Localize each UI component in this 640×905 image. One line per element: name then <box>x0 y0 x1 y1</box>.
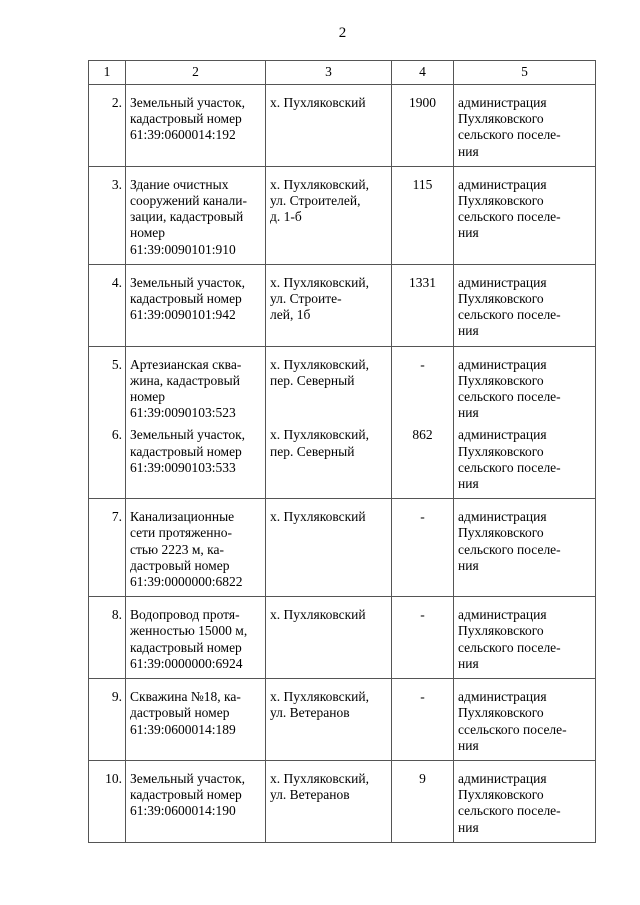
column-header: 1 <box>89 61 126 85</box>
holder-line: администрация <box>458 509 547 525</box>
object-name-line: 61:39:0600014:189 <box>130 721 236 737</box>
area-value: - <box>420 356 425 372</box>
holder-line: администрация <box>458 176 547 192</box>
holder-line: сельского поселе- <box>458 389 561 405</box>
area-cell <box>392 499 454 597</box>
object-name-line: зации, кадастровый <box>130 209 244 225</box>
object-name-line: Артезианская сква- <box>130 356 242 372</box>
area-cell <box>392 166 454 264</box>
object-name-line: 61:39:0090103:523 <box>130 405 236 421</box>
address-line: х. Пухляковский, <box>270 356 369 372</box>
address-cell <box>266 85 392 167</box>
address-line: х. Пухляковский <box>270 509 366 525</box>
holder-line: Пухляковского <box>458 525 544 541</box>
row-number-cell <box>89 597 126 679</box>
table-row <box>89 760 596 842</box>
address-line: х. Пухляковский, <box>270 274 369 290</box>
object-name-line: сети протяженно- <box>130 525 232 541</box>
address-line: д. 1-б <box>270 209 302 225</box>
address-cell <box>266 597 392 679</box>
area-cell <box>392 421 454 498</box>
area-value: 1331 <box>409 274 436 290</box>
table-row <box>89 264 596 346</box>
holder-line: ния <box>458 655 479 671</box>
address-line: ул. Строите- <box>270 291 342 307</box>
object-name-line: 61:39:0000000:6822 <box>130 574 243 590</box>
area-value: 1900 <box>409 95 436 110</box>
table-row <box>89 166 596 264</box>
holder-cell <box>454 264 596 346</box>
object-name-line: Земельный участок, <box>130 95 246 110</box>
object-name-line: женностью 15000 м, <box>130 623 248 639</box>
object-name-line: кадастровый номер <box>130 111 242 127</box>
address-cell <box>266 499 392 597</box>
row-number: 9. <box>111 689 122 705</box>
holder-line: администрация <box>458 689 547 705</box>
holder-cell <box>454 760 596 842</box>
object-name-line: Канализационные <box>130 509 235 525</box>
object-name-line: кадастровый номер <box>130 639 242 655</box>
row-number-cell <box>89 421 126 498</box>
address-line: х. Пухляковский, <box>270 770 369 786</box>
column-header: 3 <box>266 61 392 85</box>
holder-cell <box>454 679 596 761</box>
object-name-cell <box>126 264 266 346</box>
holder-line: Пухляковского <box>458 705 544 721</box>
holder-line: ссельского поселе- <box>458 721 567 737</box>
object-name-line: 61:39:0090103:533 <box>130 459 236 475</box>
area-cell <box>392 346 454 421</box>
row-number: 10. <box>105 770 122 786</box>
object-name-line: 61:39:0600014:192 <box>130 127 236 143</box>
table-row <box>89 85 596 167</box>
holder-line: ния <box>458 476 479 492</box>
row-number: 8. <box>111 607 122 623</box>
column-header: 4 <box>392 61 454 85</box>
holder-cell <box>454 597 596 679</box>
row-number: 3. <box>111 176 122 192</box>
row-number-cell <box>89 166 126 264</box>
object-name-line: стью 2223 м, ка- <box>130 541 225 557</box>
object-name-line: Земельный участок, <box>130 427 246 443</box>
address-line: лей, 1б <box>270 307 311 323</box>
object-name-line: сооружений канали- <box>130 193 247 209</box>
table-body <box>89 85 596 843</box>
address-line: ул. Ветеранов <box>270 787 350 803</box>
object-name-line: 61:39:0000000:6924 <box>130 655 243 671</box>
holder-line: сельского поселе- <box>458 541 561 557</box>
table-row <box>89 421 596 498</box>
holder-line: сельского поселе- <box>458 307 561 323</box>
address-cell <box>266 264 392 346</box>
row-number-cell <box>89 760 126 842</box>
object-name-line: дастровый номер <box>130 557 230 573</box>
address-cell <box>266 346 392 421</box>
holder-line: администрация <box>458 427 547 443</box>
area-cell <box>392 85 454 167</box>
object-name-line: Земельный участок, <box>130 274 246 290</box>
object-name-line: Здание очистных <box>130 176 229 192</box>
holder-cell <box>454 166 596 264</box>
area-value: 9 <box>419 770 426 786</box>
holder-cell <box>454 499 596 597</box>
holder-cell <box>454 421 596 498</box>
holder-line: ния <box>458 405 479 421</box>
address-line: х. Пухляковский, <box>270 689 369 705</box>
table-header-row <box>89 61 596 85</box>
object-name-line: номер <box>130 225 166 241</box>
area-cell <box>392 597 454 679</box>
row-number: 6. <box>111 427 122 443</box>
row-number-cell <box>89 85 126 167</box>
holder-cell <box>454 85 596 167</box>
object-name-cell <box>126 760 266 842</box>
holder-line: ния <box>458 737 479 753</box>
area-value: 862 <box>412 427 433 443</box>
address-line: ул. Строителей, <box>270 193 361 209</box>
table-row <box>89 499 596 597</box>
holder-line: сельского поселе- <box>458 803 561 819</box>
address-line: ул. Ветеранов <box>270 705 350 721</box>
address-cell <box>266 421 392 498</box>
holder-line: Пухляковского <box>458 291 544 307</box>
row-number-cell <box>89 679 126 761</box>
row-number-cell <box>89 499 126 597</box>
object-name-cell <box>126 421 266 498</box>
object-name-cell <box>126 85 266 167</box>
table-row <box>89 597 596 679</box>
address-line: пер. Северный <box>270 443 355 459</box>
area-value: 115 <box>412 176 433 192</box>
object-name-line: Водопровод протя- <box>130 607 240 623</box>
holder-line: ния <box>458 225 479 241</box>
address-line: х. Пухляковский <box>270 607 366 623</box>
row-number: 4. <box>111 274 122 290</box>
object-name-line: кадастровый номер <box>130 443 242 459</box>
holder-line: Пухляковского <box>458 193 544 209</box>
area-cell <box>392 264 454 346</box>
table-row <box>89 346 596 421</box>
column-header: 5 <box>454 61 596 85</box>
object-name-cell <box>126 679 266 761</box>
property-registry-table <box>88 60 596 843</box>
object-name-cell <box>126 166 266 264</box>
object-name-line: Земельный участок, <box>130 770 246 786</box>
address-line: х. Пухляковский, <box>270 176 369 192</box>
holder-line: администрация <box>458 356 547 372</box>
area-cell <box>392 760 454 842</box>
object-name-line: дастровый номер <box>130 705 230 721</box>
object-name-line: номер <box>130 389 166 405</box>
area-value: - <box>420 607 425 623</box>
holder-cell <box>454 346 596 421</box>
address-cell <box>266 679 392 761</box>
object-name-line: Скважина №18, ка- <box>130 689 241 705</box>
object-name-line: 61:39:0090101:942 <box>130 307 236 323</box>
holder-line: сельского поселе- <box>458 639 561 655</box>
holder-line: администрация <box>458 770 547 786</box>
area-cell <box>392 679 454 761</box>
object-name-cell <box>126 597 266 679</box>
object-name-cell <box>126 499 266 597</box>
area-value: - <box>420 689 425 705</box>
page-number: 2 <box>338 25 347 41</box>
holder-line: Пухляковского <box>458 111 544 127</box>
address-line: х. Пухляковский <box>270 95 366 110</box>
object-name-line: жина, кадастровый <box>130 372 240 388</box>
object-name-cell <box>126 346 266 421</box>
address-cell <box>266 760 392 842</box>
holder-line: ния <box>458 323 479 339</box>
address-cell <box>266 166 392 264</box>
holder-line: Пухляковского <box>458 623 544 639</box>
row-number-cell <box>89 264 126 346</box>
area-value: - <box>420 509 425 525</box>
holder-line: ния <box>458 819 479 835</box>
address-line: пер. Северный <box>270 372 355 388</box>
holder-line: сельского поселе- <box>458 459 561 475</box>
holder-line: Пухляковского <box>458 372 544 388</box>
object-name-line: кадастровый номер <box>130 291 242 307</box>
holder-line: ния <box>458 557 479 573</box>
holder-line: Пухляковского <box>458 443 544 459</box>
holder-line: администрация <box>458 95 547 110</box>
holder-line: администрация <box>458 274 547 290</box>
holder-line: ния <box>458 143 479 159</box>
holder-line: сельского поселе- <box>458 209 561 225</box>
holder-line: администрация <box>458 607 547 623</box>
row-number: 2. <box>111 95 122 110</box>
object-name-line: 61:39:0090101:910 <box>130 241 236 257</box>
holder-line: сельского поселе- <box>458 127 561 143</box>
column-header: 2 <box>126 61 266 85</box>
row-number: 5. <box>111 356 122 372</box>
object-name-line: 61:39:0600014:190 <box>130 803 236 819</box>
holder-line: Пухляковского <box>458 787 544 803</box>
table-row <box>89 679 596 761</box>
address-line: х. Пухляковский, <box>270 427 369 443</box>
row-number-cell <box>89 346 126 421</box>
row-number: 7. <box>111 509 122 525</box>
object-name-line: кадастровый номер <box>130 787 242 803</box>
